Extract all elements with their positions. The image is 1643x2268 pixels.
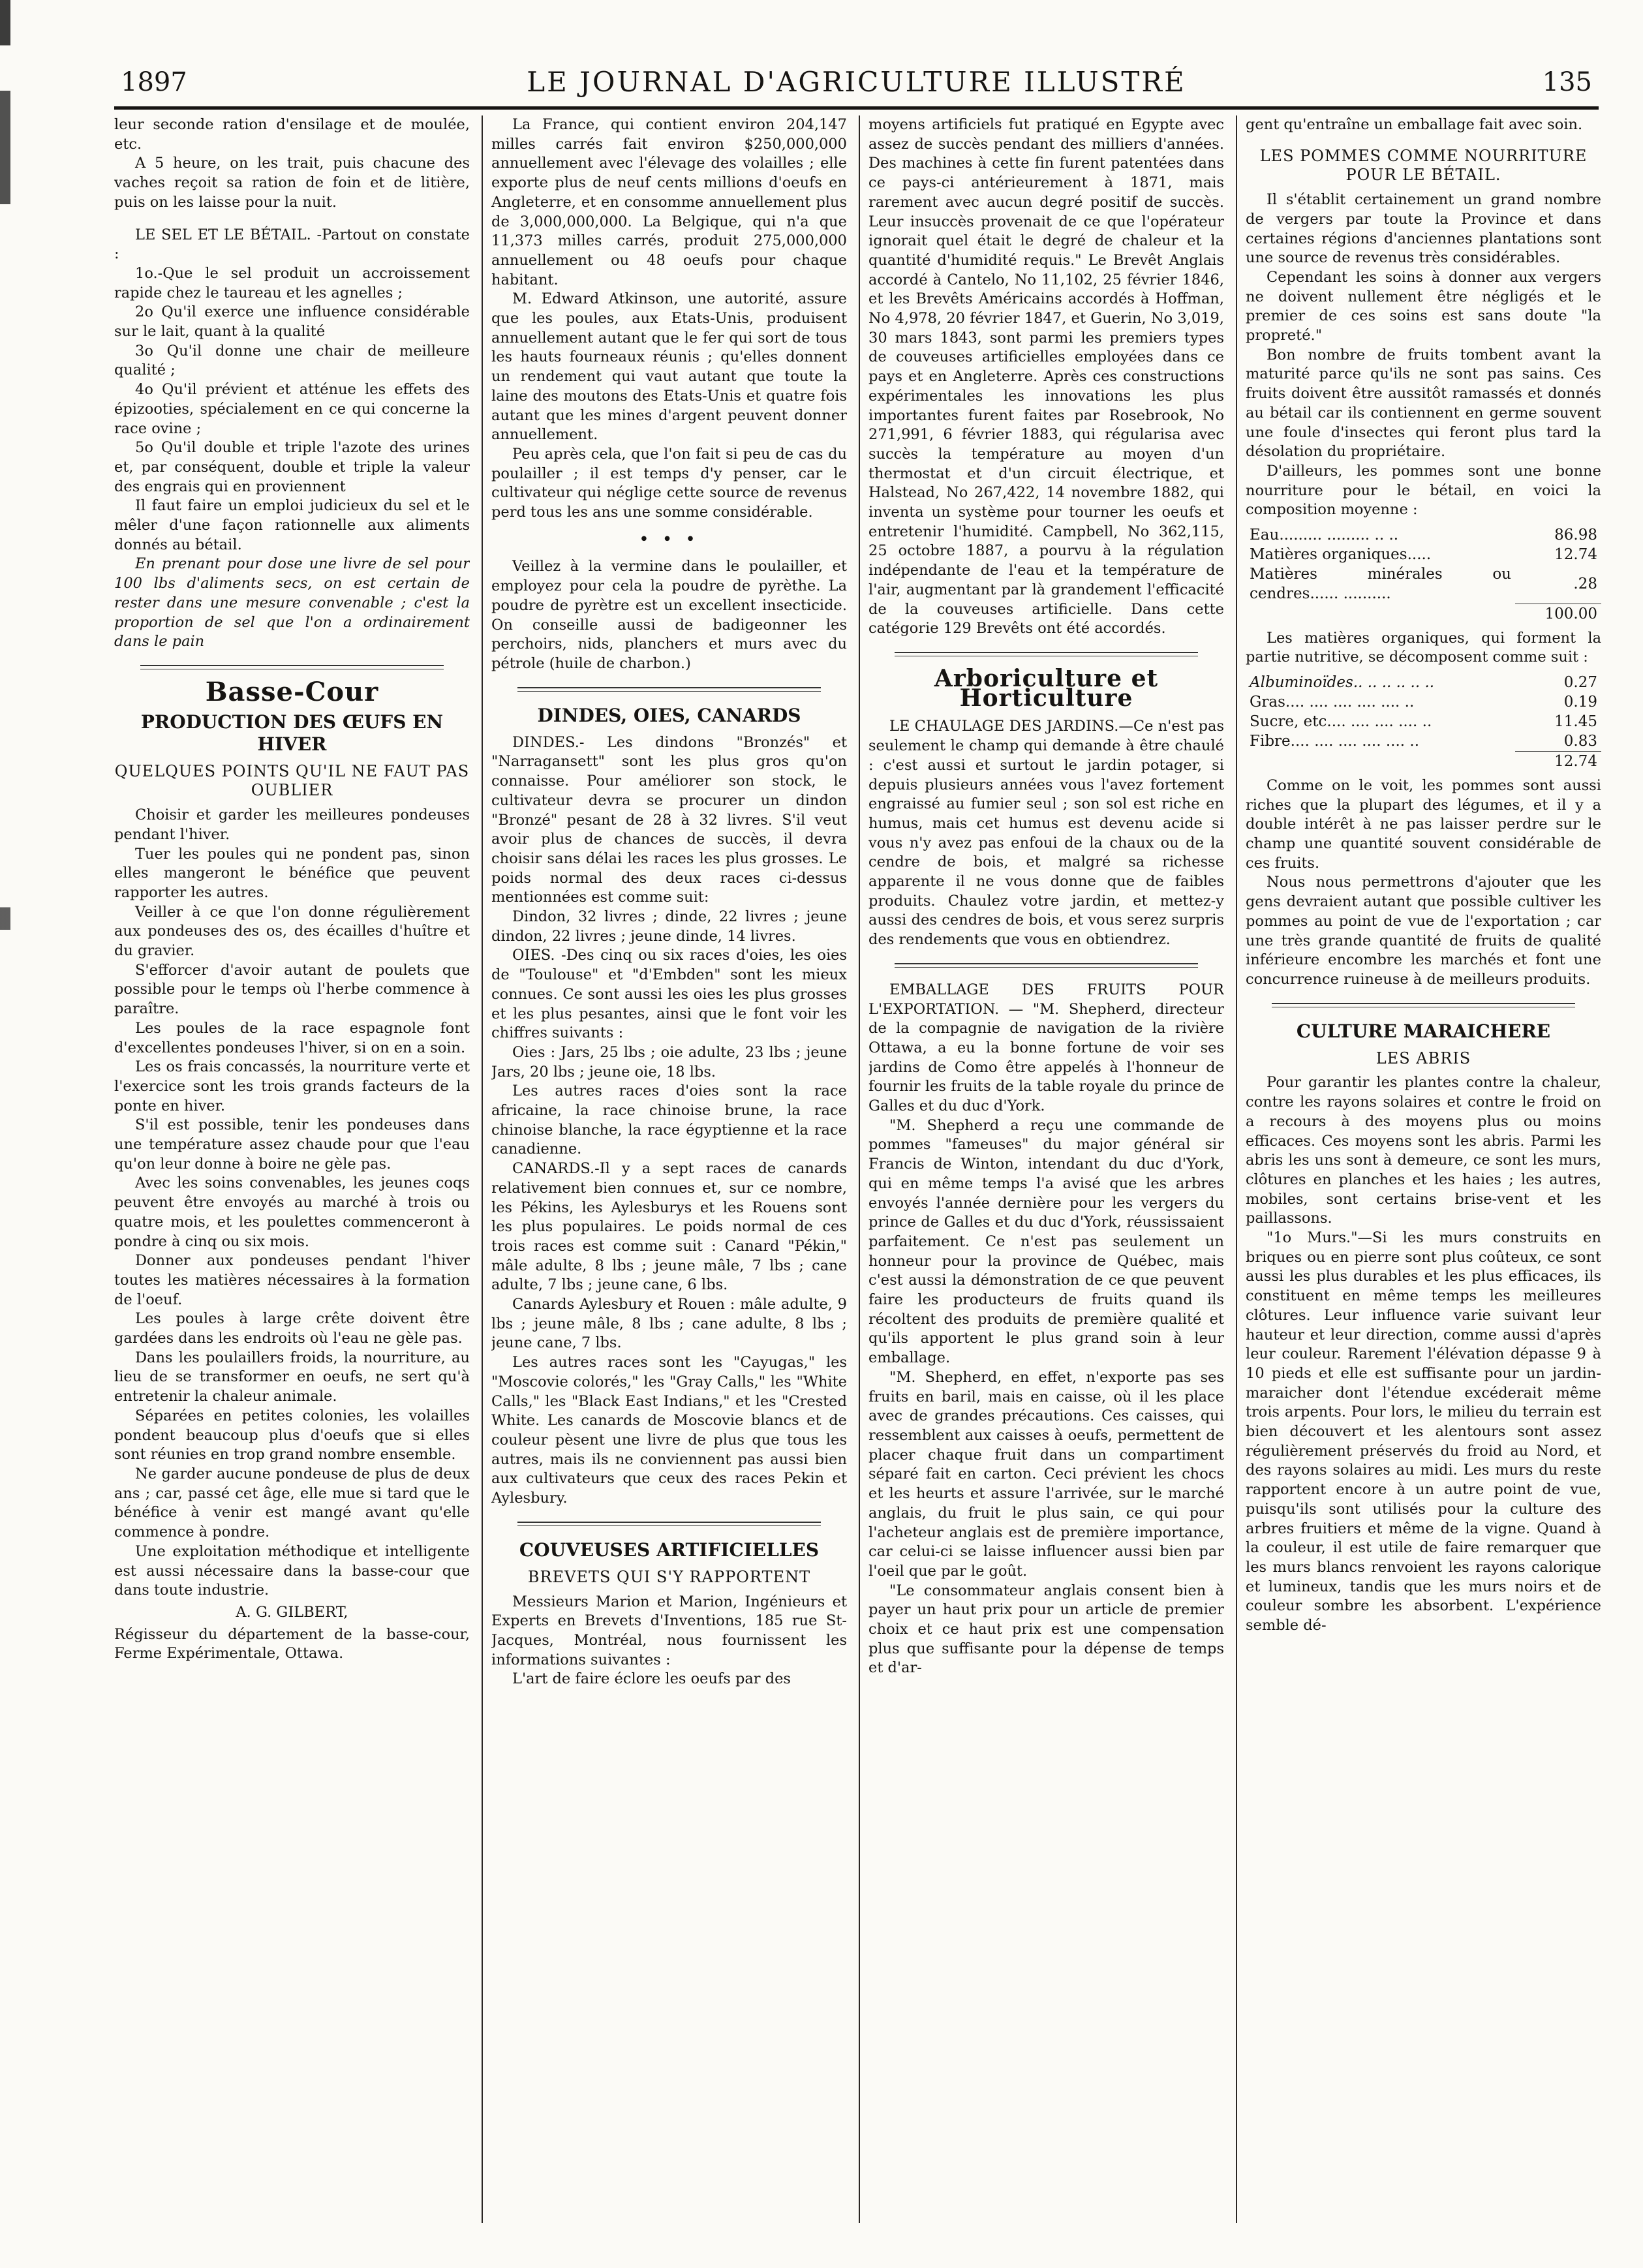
paragraph: Bon nombre de fruits tombent avant la maturité parce qu'ils ne sont pas sains. Ces fruits doivent être aussitôt ramassés et donnés au bétail car ils contiennent en germe souvent une foule d'insectes qui feront plus tard la désolation du propriétaire. <box>1246 346 1601 461</box>
paragraph: 1o.-Que le sel produit un accroissement rapide chez le taureau et les agnelles ; <box>114 264 470 301</box>
paragraph: Comme on le voit, les pommes sont aussi riches que la plupart des légumes, et il y a double intérêt à ne pas laisser perdre sur le champ une quantité souvent considérable de ces fruits. <box>1246 776 1601 872</box>
paragraph: DINDES.- Les dindons "Bronzés" et "Narragansett" sont les plus gros qu'on connaisse. Pour améliorer son stock, le cultivateur devra se procurer un dindon "Bronzé" pesant de 28 à 32 livres. S'il veut avoir plus de chances de succès, il devra choisir sans délai les races les plus grosses. Le poids normal des deux races ci-dessus mentionnées est comme suit: <box>491 733 847 906</box>
paragraph: "1o Murs."—Si les murs construits en briques ou en pierre sont plus coûteux, ce sont aussi les plus durables et les plus efficaces, ils constituent en même temps les meilleures clôtures. Leur influence varie suivant leur hauteur et leur direction, comme aussi d'après leur couleur. Rarement l'élévation dépasse 9 à 10 pieds et elle est suffisante pour un jardin-maraicher dont l'étendue excéderait même trois arpents. Pour lors, le milieu du terrain est bien découvert et les alentours sont assez régulièrement préservés du froid au Nord, et des rayons solaires au midi. Les murs du reste rapportent encore à un autre point de vue, puisqu'ils sont utilisés pour la culture des arbres fruitiers et même de la vigne. Quand à la couleur, il est utile de faire remarquer que les murs blancs renvoient les rayons calorique et lumineux, tandis que les murs noirs et de couleur sombre les absorbent. L'expérience semble dé- <box>1246 1229 1601 1634</box>
paragraph: Nous nous permettrons d'ajouter que les gens devraient autant que possible cultiver les pommes au point de vue de l'exportation ; car une très grande quantité de fruits de qualité inférieure encombre les marchés et font une concurrence ruineuse à de meilleurs produits. <box>1246 874 1601 988</box>
separator <box>517 1522 821 1526</box>
article-subtitle-couveuses: BREVETS QUI S'Y RAPPORTENT <box>527 1567 811 1586</box>
paragraph: Avec les soins convenables, les jeunes coqs peuvent être envoyés au marché à trois ou quatre mois, et les poulettes commenceront à pondre à cinq ou six mois. <box>114 1174 470 1250</box>
table-total-row: 100.00 <box>1246 604 1601 624</box>
column-2 <box>491 115 847 2230</box>
column-divider <box>1236 115 1237 2223</box>
paragraph: Veiller à ce que l'on donne régulièrement aux pondeuses des os, des écailles d'huître et du gravier. <box>114 903 470 960</box>
paragraph: "Le consommateur anglais consent bien à payer un haut prix pour un article de premier choix et ce haut prix est une compensation plus que suffisante pour la dépense de temps et d'ar- <box>868 1582 1224 1677</box>
table-row: Albuminoïdes.. .. .. .. .. .. 0.27 <box>1250 673 1597 691</box>
organic-matter-table <box>1246 673 1601 771</box>
paragraph: 2o Qu'il exerce une influence considérable sur le lait, quant à la qualité <box>114 303 470 341</box>
separator <box>895 963 1198 968</box>
paragraph: EMBALLAGE DES FRUITS POUR L'EXPORTATION. — "M. Shepherd, directeur de la compagnie de navigation de la rivière Ottawa, a eu la bonne fortune de voir ses jardins de Como être appelés à l'honneur de fournir les fruits de la table royale du prince de Galles et du duc d'York. <box>868 981 1224 1115</box>
paragraph: CANARDS.-Il y a sept races de canards relativement bien connues et, sur ce nombre, les Pékins, les Aylesburys et les Rouens sont les plus populaires. Le poids normal de ces trois races est comme suit : Canard "Pékin," mâle adulte, 8 lbs ; jeune mâle, 7 lbs ; cane adulte, 7 lbs ; jeune cane, 6 lbs. <box>491 1160 847 1294</box>
paragraph: moyens artificiels fut pratiqué en Egypte avec assez de succès pendant des milliers d'années. Des machines à cette fin furent patentées dans ce pays-ci antérieurement à 1871, mais rarement avec aucun degré positif de succès. Leur insuccès provenait de ce que l'opérateur ignorait quel était le degré de chaleur et la quantité d'humidité requis." Le Brevêt Anglais accordé à Cantelo, No 11,102, 25 février 1846, et les Brevêts Américains accordés à Hoffman, No 4,978, 20 février 1847, et Guerin, No 3,019, 30 mars 1843, sont parmi les premiers types de couveuses artificielles employées dans ce pays et en Angleterre. Après ces constructions expérimentales les innovations les plus importantes furent faites par Rosebrook, No 271,991, 6 février 1883, qui régularisa avec succès la température au moyen d'un thermostat et d'un circuit électrique, et Halstead, No 267,422, 14 novembre 1882, qui inventa un système pour tourner les oeufs et entretenir l'humidité. Campbell, No 362,115, 25 octobre 1887, a pourvu à la régulation indépendante de l'eau et la température de l'air, augmentant par là grandement l'efficacité de la couveuses artificielle. Dans cette catégorie 129 Brevêts ont été accordés. <box>868 116 1224 637</box>
paragraph: "M. Shepherd, en effet, n'exporte pas ses fruits en baril, mais en caisse, où il les place avec de grandes précautions. Ces caisses, qui ressemblent aux caisses à oeufs, permettent de placer chaque fruit dans un compartiment séparé fait en carton. Ceci prévient les chocs et les heurts et assure l'arrivée, sur le marché anglais, du fruit le plus sain, ce qui pour l'acheteur anglais est de première importance, car celui-ci se laisse influencer aussi bien par l'oeil que par le goût. <box>868 1368 1224 1580</box>
paragraph: S'efforcer d'avoir autant de poulets que possible pour le temps où l'herbe commence à paraître. <box>114 961 470 1018</box>
signature-name: A. G. GILBERT, <box>236 1603 348 1621</box>
paragraph: M. Edward Atkinson, une autorité, assure que les poules, aux Etats-Unis, produisent annuellement autant que le fer qui sort de tous les hauts fourneaux réunis ; qu'elles donnent un rendement qui vaut autant que toute la laine des moutons des Etats-Unis et quatre fois autant que les mines d'argent peuvent donner annuellement. <box>491 290 847 444</box>
paragraph: Les poules de la race espagnole font d'excellentes pondeuses l'hiver, si on en a soin. <box>114 1019 470 1056</box>
separator <box>1272 1003 1575 1007</box>
paragraph: La France, qui contient environ 204,147 milles carrés fait environ $250,000,000 annuellement avec l'élevage des volailles ; elle exporte plus de neuf cents millions d'oeufs en Angleterre, et en consomme annuellement plus de 3,000,000,000. La Belgique, qui n'a que 11,373 milles carrés, produit 275,000,000 annuellement ou 48 oeufs pour chaque habitant. <box>491 116 847 288</box>
paragraph: Oies : Jars, 25 lbs ; oie adulte, 23 lbs ; jeune Jars, 20 lbs ; jeune oie, 18 lbs. <box>491 1043 847 1080</box>
paragraph: A 5 heure, on les trait, puis chacune des vaches reçoit sa ration de foin et de litière, puis on les laisse pour la nuit. <box>114 155 470 211</box>
paragraph: D'ailleurs, les pommes sont une bonne nourriture pour le bétail, en voici la composition moyenne : <box>1246 462 1601 519</box>
table-row: Matières minérales ou cendres...... .......... .28 <box>1250 566 1597 603</box>
signature-role: Régisseur du département de la basse-cour, Ferme Expérimentale, Ottawa. <box>114 1625 470 1663</box>
paragraph: "M. Shepherd a reçu une commande de pommes "fameuses" du major général sir Francis de Winton, intendant du duc d'York, qui en même temps l'a avisé que les arbres envoyés l'année dernière pour les vergers du prince de Galles et du duc d'York, réussissaient parfaitement. Ce n'est pas seulement un honneur pour la province de Québec, mais c'est aussi la démonstration de ce que peuvent faire les producteurs de fruits quand ils récoltent des produits de première qualité et qu'ils apportent le plus grand soin à leur emballage. <box>868 1116 1224 1367</box>
paragraph: S'il est possible, tenir les pondeuses dans une température assez chaude pour que l'eau qu'on leur donne à boire ne gèle pas. <box>114 1116 470 1172</box>
table-row: Matières organiques..... 12.74 <box>1250 546 1597 564</box>
paragraph: Une exploitation méthodique et intelligente est aussi nécessaire dans la basse-cour que dans toute industrie. <box>114 1542 470 1599</box>
paragraph: Les autres races d'oies sont la race africaine, la race chinoise brune, la race chinoise blanche, la race égyptienne et la race canadienne. <box>491 1082 847 1158</box>
paragraph: Donner aux pondeuses pendant l'hiver toutes les matières nécessaires à la formation de l'oeuf. <box>114 1252 470 1308</box>
table-row: Fibre.... .... .... .... .... .. 0.83 <box>1250 732 1597 750</box>
paragraph: Dindon, 32 livres ; dinde, 22 livres ; jeune dindon, 22 livres ; jeune dinde, 14 livres. <box>491 908 847 945</box>
ornament-dots: • • • <box>639 529 699 549</box>
paragraph: Peu après cela, que l'on fait si peu de cas du poulailler ; il est temps d'y penser, car le cultivateur qui néglige cette source de revenus perd tous les ans une somme considérable. <box>491 445 847 521</box>
paragraph: Il s'établit certainement un grand nombre de vergers par toute la Province et dans certaines régions d'anciennes plantations sont une source de revenus très considérables. <box>1246 191 1601 267</box>
article-heading-sel: LE SEL ET LE BÉTAIL. -Partout on constate : <box>114 226 470 263</box>
paragraph: Il faut faire un emploi judicieux du sel et le mêler d'une façon rationnelle aux aliments donnés au bétail. <box>114 497 470 553</box>
header-page-number: 135 <box>1542 67 1592 97</box>
newspaper-page <box>114 62 1599 2235</box>
header-rule <box>114 106 1599 110</box>
table-total-row: 12.74 <box>1246 751 1601 771</box>
paragraph: Dans les poulaillers froids, la nourriture, au lieu de se transformer en oeufs, ne sert qu'à entretenir la chaleur animale. <box>114 1349 470 1405</box>
paragraph: Cependant les soins à donner aux vergers ne doivent nullement être négligés et le premier de ces soins est sans doute "la propreté." <box>1246 268 1601 345</box>
header-year: 1897 <box>121 67 187 97</box>
column-divider <box>859 115 860 2223</box>
separator <box>140 665 444 669</box>
separator <box>517 687 821 692</box>
section-title-arboriculture: Arboriculture et Horticulture <box>934 664 1159 712</box>
paragraph: Les autres races sont les "Cayugas," les "Moscovie colorés," les "Gray Calls," les "White Calls," les "Black East Indians," et les "Crested White. Les canards de Moscovie blancs et de couleur pèsent une livre de plus que tous les autres, mais ils ne conviennent pas aussi bien aux cultivateurs que ceux des races Pekin et Aylesbury. <box>491 1354 847 1507</box>
section-title-basse-cour: Basse-Cour <box>205 676 379 707</box>
article-title-culture: CULTURE MARAICHERE <box>1296 1020 1551 1042</box>
article-heading-pommes: LES POMMES COMME NOURRITURE POUR LE BÉTAIL. <box>1259 146 1588 185</box>
column-4 <box>1246 115 1601 2230</box>
page-header <box>114 62 1599 108</box>
article-subtitle-oeufs: QUELQUES POINTS QU'IL NE FAUT PAS OUBLIER <box>114 761 470 800</box>
paragraph: Séparées en petites colonies, les volailles pondent beaucoup plus d'oeufs que si elles sont réunies en trop grand nombre ensemble. <box>114 1407 470 1463</box>
article-title-oeufs: PRODUCTION DES ŒUFS EN HIVER <box>140 711 444 755</box>
scan-edge-stripe <box>0 0 10 2268</box>
paragraph: Les os frais concassés, la nourriture verte et l'exercice sont les trois grands facteurs de la ponte en hiver. <box>114 1058 470 1114</box>
paragraph: Tuer les poules qui ne pondent pas, sinon elles mangeront le bénéfice que peuvent rapporter les autres. <box>114 845 470 901</box>
article-title-dindes: DINDES, OIES, CANARDS <box>537 704 801 726</box>
paragraph: Les poules à large crête doivent être gardées dans les endroits où l'eau ne gèle pas. <box>114 1310 470 1347</box>
paragraph: Canards Aylesbury et Rouen : mâle adulte, 9 lbs ; jeune mâle, 8 lbs ; cane adulte, 8 lbs ; jeune cane, 7 lbs. <box>491 1296 847 1352</box>
paragraph: Veillez à la vermine dans le poulailler, et employez pour cela la poudre de pyrèthe. La poudre de pyrètre est un excellent insecticide. On conseille aussi de badigeonner les perchoirs, nids, planchers et murs avec du pétrole (huile de charbon.) <box>491 558 847 672</box>
table-row: Gras.... .... .... .... .... .. 0.19 <box>1250 693 1597 711</box>
paragraph: Les matières organiques, qui forment la partie nutritive, se décomposent comme suit : <box>1246 629 1601 666</box>
table-row: Sucre, etc.... .... .... .... .. 11.45 <box>1250 713 1597 730</box>
paragraph: Ne garder aucune pondeuse de plus de deux ans ; car, passé cet âge, elle mue si tard que le bénéfice à venir est mangé avant qu'elle commence à pondre. <box>114 1465 470 1541</box>
column-divider <box>482 115 483 2223</box>
paragraph: leur seconde ration d'ensilage et de moulée, etc. <box>114 116 470 153</box>
paragraph: gent qu'entraîne un emballage fait avec soin. <box>1246 116 1583 133</box>
paragraph: 4o Qu'il prévient et atténue les effets des épizooties, spécialement en ce qui concerne la race ovine ; <box>114 381 470 437</box>
article-title-couveuses: COUVEUSES ARTIFICIELLES <box>519 1539 820 1561</box>
table-row: Eau......... ......... .. .. 86.98 <box>1250 527 1597 544</box>
paragraph: 3o Qu'il donne une chair de meilleure qualité ; <box>114 342 470 379</box>
paragraph: Choisir et garder les meilleures pondeuses pendant l'hiver. <box>114 806 470 843</box>
paragraph: Messieurs Marion et Marion, Ingénieurs et Experts en Brevets d'Inventions, 185 rue St-Jacques, Montréal, nous fournissent les informations suivantes : <box>491 1593 847 1668</box>
paragraph: OIES. -Des cinq ou six races d'oies, les oies de "Toulouse" et "d'Embden" sont les mieux connues. Ce sont aussi les oies les plus grosses et les plus pesantes, ainsi que le font voir les chiffres suivants : <box>491 947 847 1042</box>
paragraph: 5o Qu'il double et triple l'azote des urines et, par conséquent, double et triple la valeur des engrais qui en proviennent <box>114 439 470 495</box>
paragraph: En prenant pour dose une livre de sel pour 100 lbs d'aliments secs, on est certain de rester dans une mesure convenable ; c'est la proportion de sel que l'on a ordinairement dans le pain <box>114 555 470 651</box>
paragraph: Pour garantir les plantes contre la chaleur, contre les rayons solaires et contre le froid on a recours à des moyens plus ou moins efficaces. Ces moyens sont les abris. Parmi les abris les uns sont à demeure, ce sont les murs, clôtures en planches et les haies ; les autres, mobiles, sont certains brise-vent et les paillassons. <box>1246 1074 1601 1227</box>
column-1 <box>114 115 470 2230</box>
separator <box>895 652 1198 656</box>
paragraph: L'art de faire éclore les oeufs par des <box>512 1670 791 1688</box>
column-3 <box>868 115 1224 2230</box>
article-subtitle-abris: LES ABRIS <box>1375 1049 1471 1067</box>
paragraph: LE CHAULAGE DES JARDINS.—Ce n'est pas seulement le champ qui demande à être chaulé : c'est aussi et surtout le jardin potager, si depuis plusieurs années vous l'avez fortement engraissé au fumier seul ; son sol est riche en humus, mais cet humus est devenu acide si vous n'y avez pas enfoui de la chaux ou de la cendre de bois, et malgré sa richesse apparente il ne vous donne que de faibles produits. Chaulez votre jardin, et mettez-y aussi des cendres de bois, et vous serez surpris des rendements que vous en obtiendrez. <box>868 718 1224 949</box>
header-title: LE JOURNAL D'AGRICULTURE ILLUSTRÉ <box>527 66 1186 98</box>
composition-table <box>1246 525 1601 624</box>
